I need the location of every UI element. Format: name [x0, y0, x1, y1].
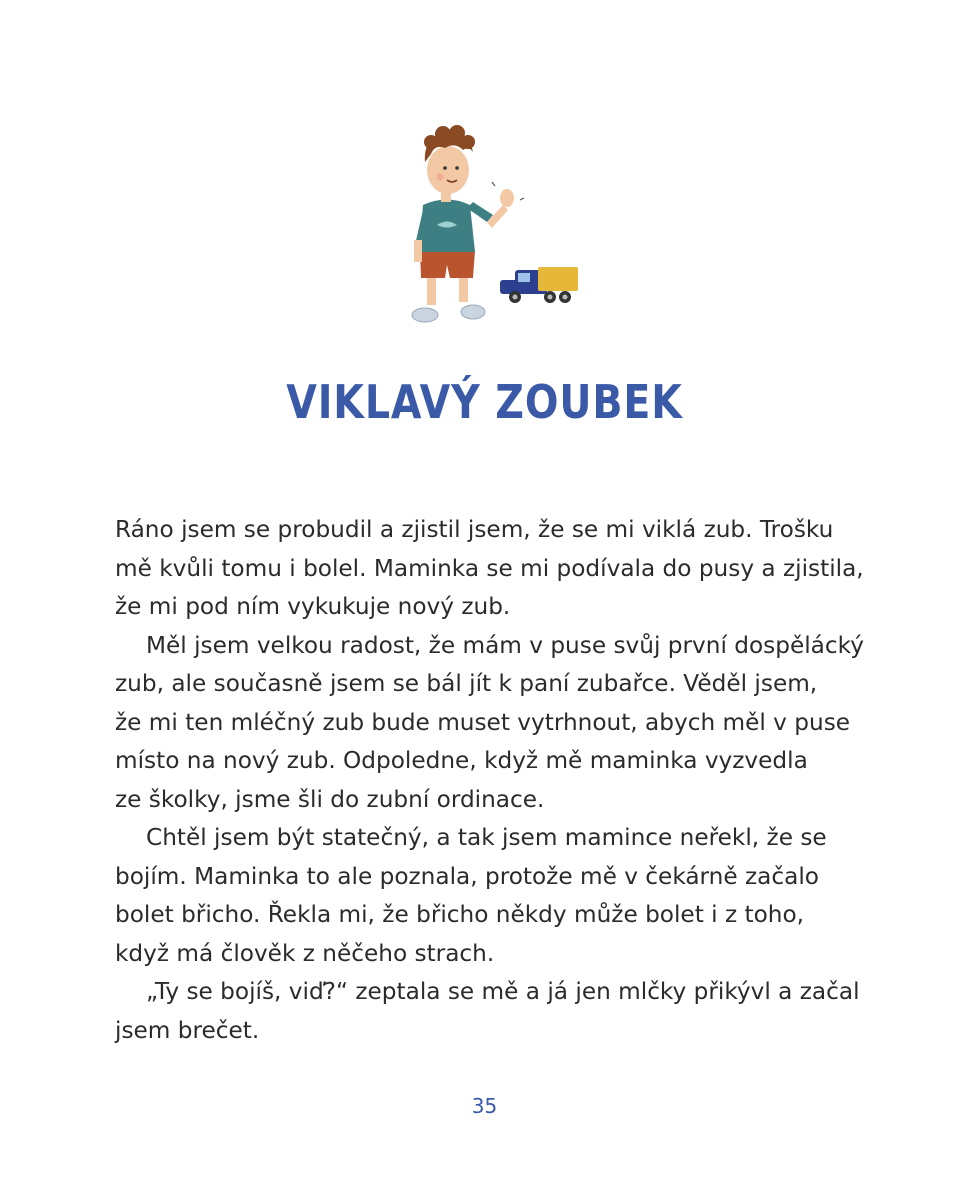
- story-line: že mi ten mléčný zub bude muset vytrhnout, abych měl v puse: [115, 708, 851, 736]
- boy-with-truck-icon: [395, 120, 595, 335]
- story-line: Měl jsem velkou radost, že mám v puse svůj první dospělácký: [146, 631, 864, 659]
- story-line: když má člověk z něčeho strach.: [115, 939, 495, 967]
- story-line: Chtěl jsem být statečný, a tak jsem mamince neřekl, že se: [146, 824, 827, 851]
- story-line: bolet břicho. Řekla mi, že břicho někdy může bolet i z toho,: [115, 901, 805, 928]
- story-line: ze školky, jsme šli do zubní ordinace.: [115, 785, 545, 813]
- story-line: jsem brečet.: [115, 1016, 260, 1044]
- story-text: [115, 511, 875, 1050]
- story-line: místo na nový zub. Odpoledne, když mě maminka vyzvedla: [115, 747, 808, 774]
- page-number: 35: [471, 1094, 498, 1118]
- story-line: mě kvůli tomu i bolel. Maminka se mi podívala do pusy a zjistila,: [115, 554, 864, 582]
- story-line: že mi pod ním vykukuje nový zub.: [115, 593, 511, 620]
- boy-waving-illustration: [395, 120, 595, 335]
- story-line: bojím. Maminka to ale poznala, protože mě v čekárně začalo: [115, 862, 819, 890]
- story-line: Ráno jsem se probudil a zjistil jsem, že se mi viklá zub. Trošku: [115, 516, 834, 543]
- chapter-title: VIKLAVÝ ZOUBEK: [286, 375, 683, 429]
- story-line: „Ty se bojíš, viď?“ zeptala se mě a já jen mlčky přikývl a začal: [146, 978, 860, 1005]
- story-line: zub, ale současně jsem se bál jít k paní zubařce. Věděl jsem,: [115, 670, 818, 697]
